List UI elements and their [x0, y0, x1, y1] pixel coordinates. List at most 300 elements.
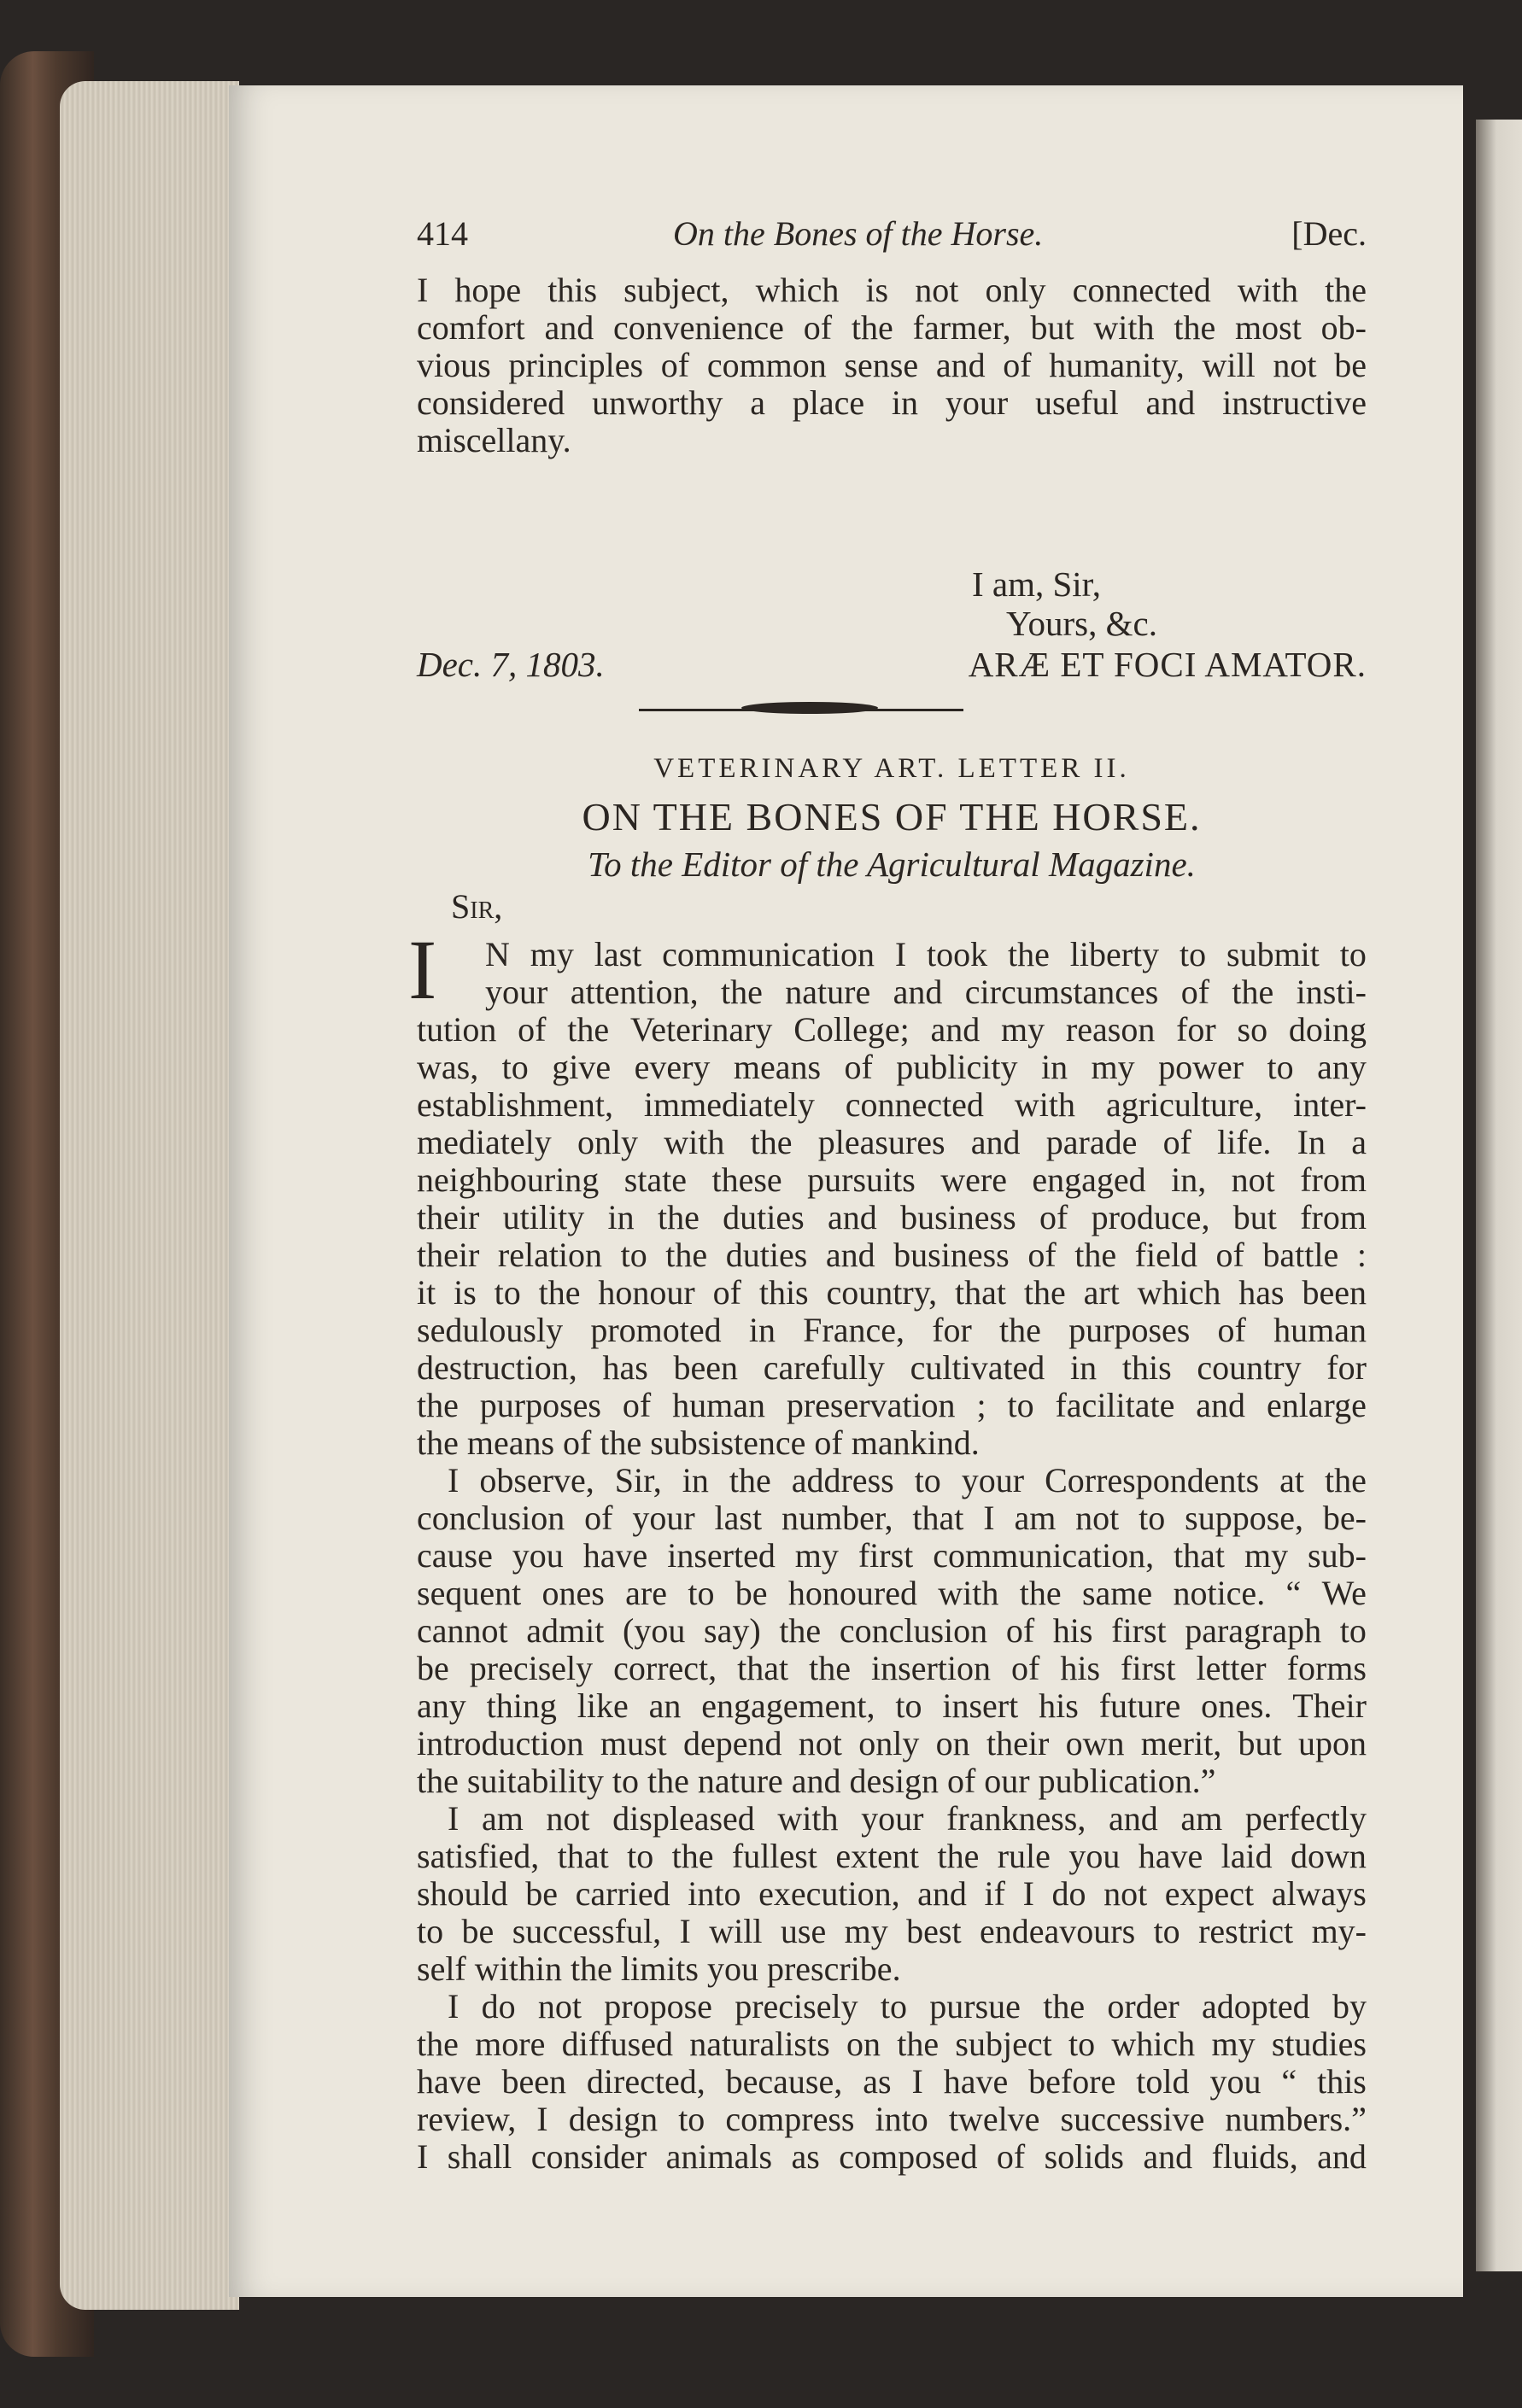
word: of [1003, 346, 1032, 384]
word: the [1232, 973, 1274, 1011]
page-edges [60, 81, 239, 2310]
word: and [970, 1123, 1021, 1161]
word: and [1145, 383, 1196, 422]
word: communication [662, 935, 875, 973]
word: paragraph [1185, 1611, 1322, 1650]
word: of [1005, 1611, 1035, 1650]
word: any [1317, 1048, 1367, 1086]
word: been [1302, 1273, 1367, 1312]
text-line [417, 1612, 1367, 1650]
word: be [461, 1912, 495, 1950]
word: and [1196, 1386, 1246, 1424]
word: not [915, 271, 959, 309]
text-line [417, 1537, 1367, 1575]
text-line: self within the limits you prescribe. [417, 1949, 901, 1988]
word: have [417, 2062, 482, 2101]
word: be [1334, 346, 1367, 384]
word: duties [723, 1198, 805, 1236]
word: the [851, 308, 893, 347]
word: of [803, 308, 833, 347]
word: considered [417, 383, 565, 422]
word: France, [803, 1311, 904, 1349]
word: subject [955, 2025, 1052, 2063]
text-line [417, 1049, 1367, 1086]
word: N [485, 935, 510, 973]
word: thing [486, 1686, 557, 1725]
word: engaged [1032, 1160, 1146, 1199]
word: notice. [1173, 1574, 1266, 1612]
word: in [607, 1198, 635, 1236]
word: any [417, 1686, 466, 1725]
word: only [985, 271, 1046, 309]
word: and [917, 1874, 967, 1913]
word: I [448, 1987, 460, 2025]
word: the [1019, 1574, 1062, 1612]
word: the [750, 1123, 793, 1161]
word: every [634, 1048, 711, 1086]
word: my [530, 935, 574, 973]
word: circumstances [964, 973, 1159, 1011]
word: cultivated [910, 1348, 1045, 1387]
word: pursuits [807, 1160, 916, 1199]
word: engagement, [701, 1686, 875, 1725]
word: ones. [1201, 1686, 1273, 1725]
word: instructive [1222, 383, 1367, 422]
word: to [1339, 935, 1367, 973]
word: pleasures [817, 1123, 945, 1161]
signature: ARÆ ET FOCI AMATOR. [968, 645, 1367, 684]
word: to [620, 1236, 647, 1274]
word: battle [1262, 1236, 1339, 1274]
word: for [932, 1311, 972, 1349]
word: for [1326, 1348, 1367, 1387]
divider-ornament [741, 702, 878, 714]
word: of [1162, 1123, 1191, 1161]
word: immediately [643, 1085, 815, 1124]
word: “ [1285, 1574, 1302, 1612]
page-number: 414 [417, 214, 468, 253]
letter-closing [417, 564, 1367, 683]
word: I [1022, 1874, 1034, 1913]
text-line [417, 1913, 1367, 1950]
text-line: miscellany. [417, 421, 571, 459]
word: was, [417, 1048, 479, 1086]
text-line [417, 1199, 1367, 1236]
word: a [750, 383, 765, 422]
word: diffused [561, 2025, 673, 2063]
word: your [861, 1799, 924, 1838]
text-line [417, 1236, 1367, 1274]
word: be [735, 1574, 768, 1612]
word: the [721, 973, 763, 1011]
word: were [940, 1160, 1007, 1199]
word: precisely [735, 1987, 858, 2025]
word: that [1174, 1536, 1226, 1575]
word: is [865, 271, 889, 309]
word: my [1211, 2025, 1256, 2063]
word: Sir, [614, 1461, 662, 1499]
running-date-mark: [Dec. [1291, 214, 1367, 253]
word: the [665, 1236, 708, 1274]
word: future [1098, 1686, 1181, 1725]
word: the [538, 1273, 581, 1312]
word: not [1103, 1874, 1148, 1913]
word: in [1040, 1048, 1068, 1086]
word: and [544, 308, 594, 347]
word: inter- [1293, 1085, 1367, 1124]
word: the [1008, 935, 1050, 973]
word: perfectly [1244, 1799, 1367, 1838]
word: their [986, 1724, 1050, 1762]
word: am [1014, 1499, 1057, 1537]
word: design [568, 2100, 659, 2138]
word: directed, [586, 2062, 705, 2101]
word: displeased [612, 1799, 755, 1838]
word: cause [417, 1536, 493, 1575]
word: do [1051, 1874, 1086, 1913]
word: naturalists [689, 2025, 830, 2063]
word: with [1014, 1085, 1075, 1124]
word: to [627, 1837, 654, 1875]
paragraph-3 [417, 1800, 1367, 1988]
facing-page-edge [1476, 120, 1522, 2271]
word: my [844, 1912, 888, 1950]
word: unworthy [592, 383, 723, 422]
word: told [1136, 2062, 1190, 2101]
running-head [417, 213, 1367, 258]
word: studies [1271, 2025, 1367, 2063]
word: art [1083, 1273, 1120, 1312]
word: mediately [417, 1123, 552, 1161]
word: field [1134, 1236, 1197, 1274]
word: agriculture, [1105, 1085, 1263, 1124]
letter-date: Dec. 7, 1803. [417, 645, 605, 684]
word: place [792, 383, 865, 422]
salutation: Sir, [451, 887, 503, 926]
text-line [417, 1312, 1367, 1349]
word: which [755, 271, 840, 309]
word: purposes [1068, 1311, 1191, 1349]
word: which [1111, 2025, 1196, 2063]
word: this [547, 271, 598, 309]
word: introduction [417, 1724, 584, 1762]
word: I [983, 1499, 995, 1537]
word: my [1244, 1536, 1289, 1575]
word: country, [826, 1273, 938, 1312]
word: most [1235, 308, 1302, 347]
word: composed [839, 2137, 978, 2176]
paragraph-4 [417, 1988, 1367, 2176]
word: We [1321, 1574, 1367, 1612]
book-page [229, 85, 1463, 2297]
text-line [417, 1462, 1367, 1499]
word: to [1139, 1499, 1166, 1537]
word: that [737, 1649, 789, 1687]
word: be- [1322, 1499, 1367, 1537]
word: connected [845, 1085, 984, 1124]
word: first [1111, 1611, 1167, 1650]
word: solids [1044, 2137, 1124, 2176]
word: are [625, 1574, 667, 1612]
word: in [891, 383, 919, 422]
word: give [552, 1048, 612, 1086]
word: which [1137, 1273, 1221, 1312]
word: to [1267, 1048, 1294, 1086]
word: be [417, 1649, 449, 1687]
word: and [930, 1010, 981, 1049]
word: I [679, 1912, 691, 1950]
word: his [1052, 1611, 1093, 1650]
text-line [417, 1274, 1367, 1312]
word: the [1043, 1987, 1086, 2025]
text-line [417, 1349, 1367, 1387]
word: if [984, 1874, 1005, 1913]
word: correct, [613, 1649, 717, 1687]
word: carefully [763, 1348, 885, 1387]
word: my [1091, 1048, 1135, 1086]
word: of [622, 1386, 652, 1424]
word: been [501, 2062, 566, 2101]
word: first [858, 1536, 914, 1575]
word: of [1180, 973, 1210, 1011]
word: subject, [623, 271, 729, 309]
word: expect [1164, 1874, 1255, 1913]
word: last [714, 1499, 763, 1537]
word: sedulously [417, 1311, 564, 1349]
word: the [1325, 1461, 1367, 1499]
word: to [494, 1273, 521, 1312]
word: compress [725, 2100, 855, 2138]
word: will [1202, 346, 1256, 384]
running-title: On the Bones of the Horse. [673, 214, 1044, 253]
word: of [518, 1010, 547, 1049]
word: that [912, 1499, 964, 1537]
word: of [844, 1048, 873, 1086]
word: use [780, 1912, 827, 1950]
word: I [911, 2062, 923, 2101]
text-line [417, 1988, 1367, 2025]
word: that [557, 1837, 609, 1875]
word: vious [417, 346, 491, 384]
word: of [712, 1273, 741, 1312]
word: but [1030, 308, 1074, 347]
text-line [417, 1800, 1367, 1838]
word: as [791, 2137, 820, 2176]
word: principles [508, 346, 644, 384]
word: preservation [786, 1386, 956, 1424]
word: insert [942, 1686, 1019, 1725]
word: do [481, 1987, 516, 2025]
word: forms [1286, 1649, 1367, 1687]
word: carried [575, 1874, 670, 1913]
word: laid [1221, 1837, 1273, 1875]
word: human [1273, 1311, 1367, 1349]
article-title: ON THE BONES OF THE HORSE. [582, 795, 1202, 839]
word: have [943, 2062, 1009, 2101]
word: of [1215, 1236, 1244, 1274]
word: be [525, 1874, 559, 1913]
word: ones [541, 1574, 605, 1612]
text-line [417, 2101, 1367, 2138]
word: the [1074, 1236, 1117, 1274]
word: the [1174, 308, 1216, 347]
word: tution [417, 1010, 497, 1049]
word: nature [785, 973, 871, 1011]
word: in [1070, 1348, 1098, 1387]
word: comfort [417, 308, 525, 347]
word: have [1138, 1837, 1203, 1875]
word: and [1317, 2137, 1367, 2176]
word: his [1060, 1649, 1101, 1687]
word: best [906, 1912, 962, 1950]
word: ob- [1320, 308, 1367, 347]
word: is [454, 1273, 477, 1312]
word: inserted [667, 1536, 776, 1575]
word: attention, [570, 973, 699, 1011]
date-signature-line [417, 644, 1367, 683]
word: own [1065, 1724, 1125, 1762]
word: common [706, 346, 827, 384]
word: merit, [1140, 1724, 1222, 1762]
word: the [657, 1198, 700, 1236]
text-line [417, 384, 1367, 422]
word: for [1176, 1010, 1216, 1049]
word: from [1300, 1198, 1367, 1236]
word: of [1027, 1236, 1057, 1274]
word: I [536, 2100, 548, 2138]
word: not [1231, 1160, 1275, 1199]
text-line [417, 1161, 1367, 1199]
word: to [1007, 1386, 1034, 1424]
word: to [895, 1686, 922, 1725]
word: review, [417, 2100, 517, 2138]
word: power [1158, 1048, 1244, 1086]
letter-end-paragraph [417, 272, 1367, 459]
word: restrict [1198, 1912, 1294, 1950]
word: number, [781, 1499, 893, 1537]
word: but [1238, 1724, 1282, 1762]
word: publicity [896, 1048, 1018, 1086]
word: neighbouring [417, 1160, 600, 1199]
word: the [417, 1386, 459, 1424]
word: the [671, 1837, 714, 1875]
word: admit [526, 1611, 605, 1650]
text-line: the means of the subsistence of mankind. [417, 1423, 980, 1462]
word: the [567, 1010, 610, 1049]
word: Veterinary [629, 1010, 773, 1049]
word: successful, [512, 1912, 662, 1950]
word: I [417, 271, 429, 309]
word: last [594, 935, 642, 973]
word: down [1291, 1837, 1367, 1875]
word: purposes [479, 1386, 601, 1424]
section-label: VETERINARY ART. LETTER II. [653, 753, 1130, 784]
word: communication, [933, 1536, 1155, 1575]
word: depend [682, 1724, 782, 1762]
word: Correspondents [1045, 1461, 1260, 1499]
text-line [417, 272, 1367, 309]
text-line [417, 1687, 1367, 1725]
text-line [417, 1575, 1367, 1612]
word: order [1107, 1987, 1180, 2025]
word: only [858, 1724, 920, 1762]
word: am [1180, 1799, 1223, 1838]
word: twelve [948, 2100, 1040, 2138]
word: propose [604, 1987, 712, 2025]
word: must [600, 1724, 667, 1762]
word: the [779, 1611, 822, 1650]
drop-cap: I [408, 922, 437, 1017]
paragraph-first-lines [485, 936, 1367, 1011]
word: and [935, 346, 986, 384]
text-line [417, 1650, 1367, 1687]
word: the [1023, 1273, 1066, 1312]
word: observe, [479, 1461, 594, 1499]
word: shall [447, 2137, 512, 2176]
word: so [1237, 1010, 1268, 1049]
word: suppose, [1185, 1499, 1304, 1537]
word: with [1093, 308, 1155, 347]
word: liberty [1069, 935, 1160, 973]
word: to [880, 1987, 907, 2025]
word: first [1121, 1649, 1176, 1687]
word: and [893, 973, 943, 1011]
text-line [417, 1086, 1367, 1124]
word: conclusion [417, 1499, 565, 1537]
text-line [417, 1499, 1367, 1537]
word: your [961, 1461, 1025, 1499]
word: honoured [787, 1574, 917, 1612]
word: that [954, 1273, 1006, 1312]
word: of [584, 1499, 613, 1537]
word: like [577, 1686, 629, 1725]
word: of [1011, 1649, 1040, 1687]
word: with [938, 1574, 999, 1612]
word: at [1279, 1461, 1305, 1499]
word: my [794, 1536, 839, 1575]
word: in [682, 1461, 709, 1499]
closing-line: I am, Sir, [972, 564, 1101, 604]
word: sequent [417, 1574, 522, 1612]
word: precisely [469, 1649, 594, 1687]
word: their [417, 1236, 480, 1274]
word: produce, [1091, 1198, 1210, 1236]
text-line [417, 2138, 1367, 2176]
word: insertion [871, 1649, 991, 1687]
word: the [809, 1649, 852, 1687]
word: insti- [1296, 973, 1367, 1011]
word: relation [497, 1236, 603, 1274]
word: sub- [1308, 1536, 1367, 1575]
word: numbers.” [1225, 2100, 1367, 2138]
word: business [893, 1236, 1010, 1274]
text-line [417, 2063, 1367, 2101]
text-line [417, 1124, 1367, 1161]
word: of [1039, 1198, 1068, 1236]
text-line [417, 309, 1367, 347]
word: execution, [758, 1874, 900, 1913]
word: adopted [1202, 1987, 1310, 2025]
word: parade [1045, 1123, 1138, 1161]
word: doing [1288, 1010, 1367, 1049]
word: ; [976, 1386, 986, 1424]
word: and [1143, 2137, 1193, 2176]
word: always [1271, 1874, 1367, 1913]
word: the [999, 1311, 1041, 1349]
word: this [1121, 1348, 1172, 1387]
text-line [417, 1838, 1367, 1875]
text-line [417, 1387, 1367, 1424]
